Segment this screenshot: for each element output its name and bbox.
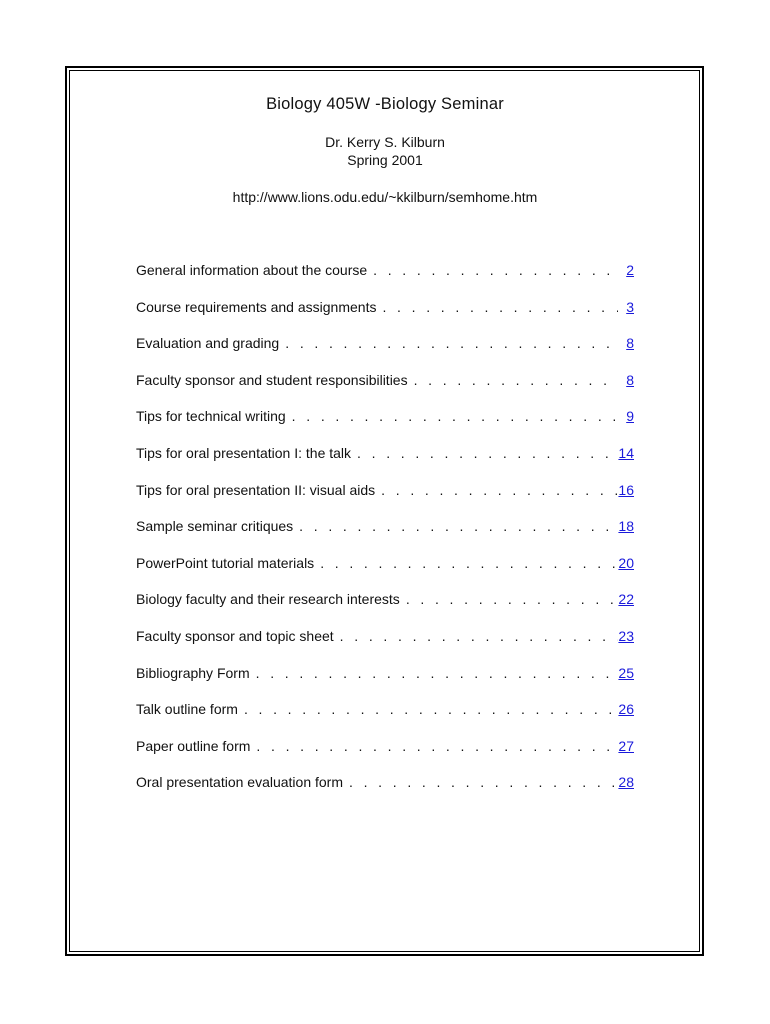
toc-leader-dots: [381, 481, 618, 499]
table-of-contents: [136, 261, 634, 810]
toc-entry: [136, 407, 634, 444]
toc-page-link[interactable]: 25: [618, 664, 634, 681]
toc-entry: [136, 627, 634, 664]
toc-leader-dots: [406, 590, 618, 608]
toc-entry-label: Biology faculty and their research interests: [136, 591, 400, 608]
toc-leader-dots: [256, 664, 618, 682]
toc-page-link[interactable]: 20: [618, 554, 634, 571]
document-title: Biology 405W -Biology Seminar: [266, 95, 504, 113]
toc-entry-label: Oral presentation evaluation form: [136, 774, 343, 791]
toc-leader-dots: [373, 261, 618, 279]
toc-page-link[interactable]: 26: [618, 701, 634, 718]
toc-page-link[interactable]: 14: [618, 444, 634, 461]
toc-leader-dots: [285, 334, 618, 352]
course-url: http://www.lions.odu.edu/~kkilburn/semhome.htm: [232, 189, 538, 205]
toc-entry: [136, 334, 634, 371]
toc-leader-dots: [244, 700, 618, 718]
toc-page-link[interactable]: 16: [618, 481, 634, 498]
toc-entry: [136, 481, 634, 518]
toc-leader-dots: [299, 517, 618, 535]
toc-entry: [136, 371, 634, 408]
toc-page-link[interactable]: 28: [618, 774, 634, 791]
toc-entry-label: PowerPoint tutorial materials: [136, 554, 315, 571]
toc-page-link[interactable]: 8: [626, 335, 634, 352]
toc-page-link[interactable]: 23: [618, 627, 634, 644]
toc-entry: [136, 444, 634, 481]
toc-page-link[interactable]: 27: [618, 737, 634, 754]
toc-entry: [136, 590, 634, 627]
toc-leader-dots: [357, 444, 618, 462]
term: Spring 2001: [347, 152, 423, 168]
toc-leader-dots: [320, 554, 618, 572]
toc-entry: [136, 664, 634, 701]
toc-page-link[interactable]: 8: [626, 371, 634, 388]
toc-entry: [136, 700, 634, 737]
toc-page-link[interactable]: 3: [626, 298, 634, 315]
toc-entry-label: Paper outline form: [136, 737, 251, 754]
toc-entry: [136, 737, 634, 774]
toc-page-link[interactable]: 22: [618, 591, 634, 608]
toc-entry: [136, 517, 634, 554]
toc-entry-label: Faculty sponsor and student responsibilities: [136, 371, 408, 388]
toc-leader-dots: [340, 627, 618, 645]
toc-entry-label: Faculty sponsor and topic sheet: [136, 627, 334, 644]
toc-page-link[interactable]: 2: [626, 262, 634, 278]
toc-leader-dots: [382, 298, 618, 316]
toc-entry: [136, 298, 634, 335]
toc-leader-dots: [349, 773, 618, 791]
toc-entry-label: Course requirements and assignments: [136, 298, 377, 315]
toc-entry-label: Bibliography Form: [136, 664, 250, 681]
toc-page-link[interactable]: 18: [618, 518, 634, 535]
toc-entry: [136, 261, 634, 298]
toc-entry-label: General information about the course: [136, 262, 368, 278]
toc-entry-label: Tips for technical writing: [136, 408, 286, 425]
toc-leader-dots: [256, 737, 618, 755]
toc-entry-label: Evaluation and grading: [136, 335, 280, 352]
toc-entry-label: Tips for oral presentation I: the talk: [136, 444, 352, 461]
author-name: Dr. Kerry S. Kilburn: [325, 134, 445, 150]
toc-entry: [136, 773, 634, 810]
toc-entry-label: Sample seminar critiques: [136, 518, 294, 535]
toc-entry: [136, 554, 634, 591]
toc-entry-label: Tips for oral presentation II: visual aids: [136, 481, 376, 498]
toc-entry-label: Talk outline form: [136, 701, 238, 718]
toc-page-link[interactable]: 9: [626, 408, 634, 425]
toc-leader-dots: [414, 371, 618, 389]
toc-leader-dots: [292, 407, 618, 425]
